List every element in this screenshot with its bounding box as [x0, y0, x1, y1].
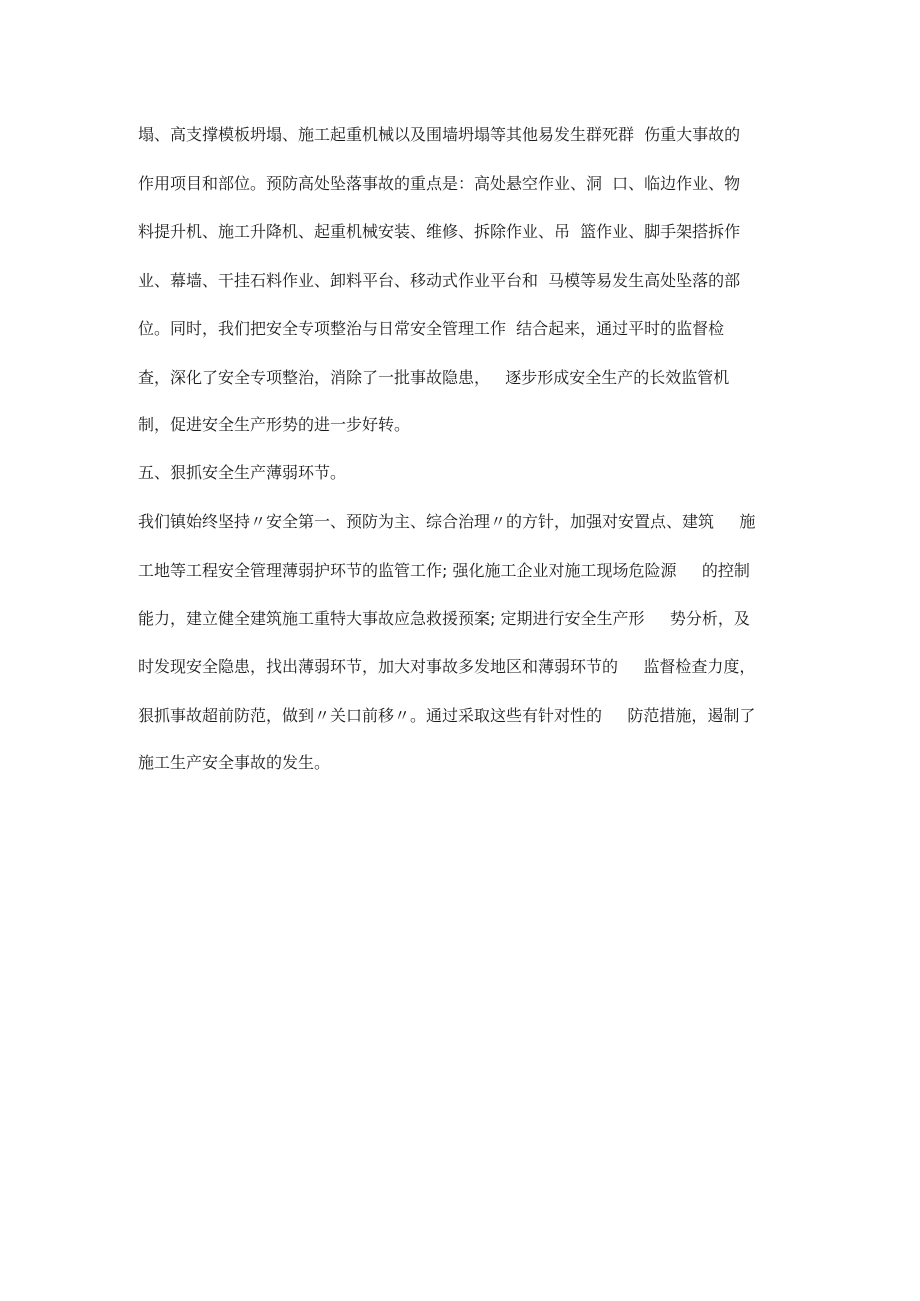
text-line: 我们镇始终坚持〃安全第一、预防为主、综合治理〃的方针，加强对安置点、建筑 施: [138, 512, 756, 531]
text-line: 制，促进安全生产形势的进一步好转。: [138, 415, 411, 434]
text-line: 位。同时，我们把安全专项整治与日常安全管理工作 结合起来，通过平时的监督检: [138, 319, 725, 338]
text-line: 能力，建立健全建筑施工重特大事故应急救援预案; 定期进行安全生产形 势分析，及: [138, 609, 750, 628]
text-line: 时发现安全隐患，找出薄弱环节，加大对事故多发地区和薄弱环节的 监督检查力度，: [138, 657, 756, 676]
text-line: 施工生产安全事故的发生。: [138, 753, 331, 772]
text-line: 作用项目和部位。预防高处坠落事故的重点是：高处悬空作业、洞 口、临边作业、物: [138, 174, 741, 193]
text-line: 工地等工程安全管理薄弱护环节的监管工作; 强化施工企业对施工现场危险源 的控制: [138, 561, 750, 580]
text-line: 塌、高支撑模板坍塌、施工起重机械以及围墙坍塌等其他易发生群死群 伤重大事故的: [138, 125, 741, 144]
text-line: 料提升机、施工升降机、起重机械安装、维修、拆除作业、吊 篮作业、脚手架搭拆作: [138, 222, 741, 241]
text-line: 查，深化了安全专项整治，消除了一批事故隐患， 逐步形成安全生产的长效监管机: [138, 368, 730, 387]
text-line: 狠抓事故超前防范，做到〃关口前移〃。通过采取这些有针对性的 防范措施，遏制了: [138, 706, 756, 725]
text-line: 业、幕墙、干挂石料作业、卸料平台、移动式作业平台和 马模等易发生高处坠落的部: [138, 271, 741, 290]
section-heading: 五、狠抓安全生产薄弱环节。: [138, 463, 347, 482]
